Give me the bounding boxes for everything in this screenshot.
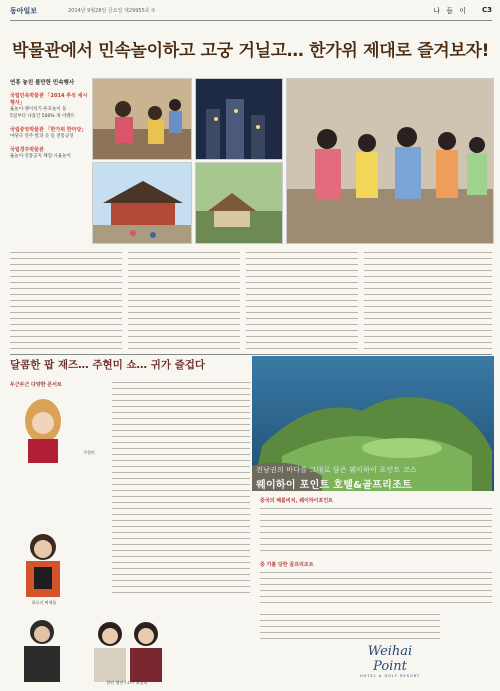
caption-singer-4: 한인 영진 l 소프 외성리 [106, 680, 148, 685]
sidebox-block-title: 국립민속박물관 「2014 추석 세시행사」 [10, 93, 88, 106]
text-lines [246, 250, 358, 350]
jazz-article [112, 380, 250, 595]
sidebox-line: 윷놀이·전통공지 체험·시윷놀이 [10, 154, 71, 159]
caption-singer-2: 하루키 써세틀 [31, 600, 57, 605]
article-column [10, 250, 122, 350]
golf-photo-caption-small: 전남권의 바다를 그대로 담은 웨이하이 포인트 코스 [256, 466, 417, 474]
logo-subtitle: HOTEL & GOLF RESORT [359, 674, 421, 678]
photo-children-game [92, 78, 192, 160]
sidebox-block [10, 126, 88, 140]
text-lines [112, 380, 250, 595]
article-column [128, 250, 240, 350]
sidebox-heading: 연휴 놓친 볼만한 민속행사 [10, 80, 75, 86]
golf-contact-info [260, 612, 440, 640]
photo-singer-4 [84, 610, 170, 682]
photo-hanbok-crowd [286, 78, 494, 244]
golf-article-1 [260, 506, 492, 554]
newspaper-logo: 동아일보 [10, 7, 38, 15]
text-lines [260, 570, 492, 606]
sidebox-line: 윷놀이·팽이치기·투호놀이 등 [10, 107, 67, 112]
events-sidebox [10, 78, 88, 243]
masthead [10, 4, 492, 18]
page-number: C3 [481, 6, 492, 14]
sidebox-block-title: 국립경주박물관 [10, 147, 44, 153]
photo-seoul-night [195, 78, 283, 160]
sidebox-block [10, 146, 88, 160]
photo-folk-village [195, 162, 283, 244]
sidebox-block-title: 국립중앙박물관 「한가위 한마당」 [10, 127, 87, 133]
top-rule [10, 20, 492, 21]
text-lines [128, 250, 240, 350]
issue-date: 2014년 9월28일 금요일 제29955호 ② [68, 8, 156, 14]
text-lines [260, 506, 492, 554]
article-column [246, 250, 358, 350]
jazz-subtitle: 두근두근 다양한 콘서트 [10, 382, 62, 388]
text-lines [10, 250, 122, 350]
logo-wordmark: Weihai Point [367, 644, 413, 674]
golf-section-title-1: 중국의 페블비치, 웨이하이포인트 [260, 498, 334, 504]
page-headline: 박물관에서 민속놀이하고 고궁 거닐고… 한가위 제대로 즐겨보자! [12, 41, 490, 61]
text-lines [364, 250, 492, 350]
caption-singer-1: 주현미 [83, 450, 95, 455]
sidebox-block [10, 92, 88, 120]
golf-section-title-2: 중 가볼 당한 골프리조트 [260, 562, 314, 568]
photo-singer-2 [12, 525, 74, 597]
section-title: 나 들 이 [433, 7, 468, 15]
sidebox-line: 5일부터 나흘간 500% 개 이벤트 [10, 114, 75, 119]
golf-article-2 [260, 570, 492, 606]
jazz-headline: 달콤한 팝 재즈… 주현미 쇼… 귀가 즐겁다 [10, 359, 206, 371]
weihai-point-logo [352, 644, 428, 678]
photo-palace [92, 162, 192, 244]
golf-photo-caption-large: 웨이하이 포인트 호텔&골프리조트 [256, 480, 413, 491]
sidebox-line: 마당극 연주·딸과 곳 등 전통공연 [10, 134, 74, 139]
caption-singer-3: 래크 재즈보스 한희성 [30, 664, 46, 679]
photo-singer-1 [12, 395, 74, 463]
article-column [364, 250, 492, 350]
text-lines [260, 612, 440, 640]
section-rule [10, 354, 492, 355]
